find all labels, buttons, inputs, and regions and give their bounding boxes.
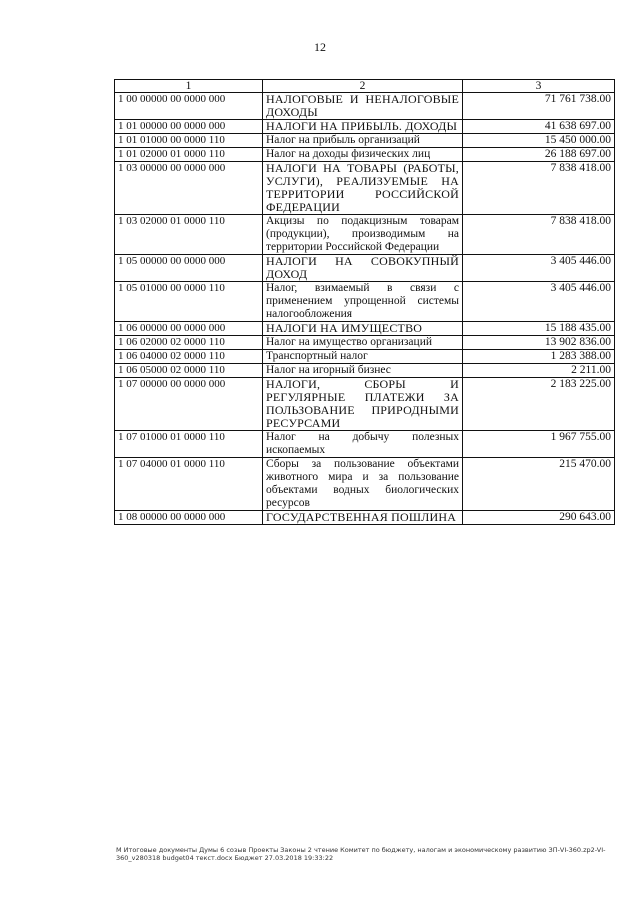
amount-cell: 1 967 755.00	[463, 431, 615, 458]
revenue-name-cell: Налог, взимаемый в связи с применением упрощенной системы налогообложения	[263, 282, 463, 322]
revenue-name-cell: Сборы за пользование объектами животного мира и за пользование объектами водных биологических ресурсов	[263, 458, 463, 511]
budget-code-cell: 1 01 00000 00 0000 000	[115, 120, 263, 134]
budget-code-cell: 1 08 00000 00 0000 000	[115, 511, 263, 525]
table-row	[115, 336, 615, 350]
column-header: 1	[115, 80, 263, 93]
revenue-name-cell: Налог на добычу полезных ископаемых	[263, 431, 463, 458]
file-path-footer: М Итоговые документы Думы 6 созыв Проекты Законы 2 чтение Комитет по бюджету, налогам и экономическому развитию ЗП-VI-360.zp2-VI-360_v280318 budget04 текст.docx Бюджет 27.03.2018 19:33:22	[116, 846, 606, 862]
amount-cell: 15 450 000.00	[463, 134, 615, 148]
amount-cell: 290 643.00	[463, 511, 615, 525]
revenue-name-cell: НАЛОГИ НА ТОВАРЫ (РАБОТЫ, УСЛУГИ), РЕАЛИЗУЕМЫЕ НА ТЕРРИТОРИИ РОССИЙСКОЙ ФЕДЕРАЦИИ	[263, 162, 463, 215]
amount-cell: 71 761 738.00	[463, 93, 615, 120]
budget-code-cell: 1 01 02000 01 0000 110	[115, 148, 263, 162]
budget-code-cell: 1 00 00000 00 0000 000	[115, 93, 263, 120]
revenue-name-cell: Транспортный налог	[263, 350, 463, 364]
revenue-name-cell: НАЛОГИ НА ПРИБЫЛЬ. ДОХОДЫ	[263, 120, 463, 134]
table-row	[115, 215, 615, 255]
table-row	[115, 93, 615, 120]
table-header-row	[115, 80, 615, 93]
amount-cell: 7 838 418.00	[463, 162, 615, 215]
amount-cell: 1 283 388.00	[463, 350, 615, 364]
column-header: 2	[263, 80, 463, 93]
revenue-name-cell: Налог на имущество организаций	[263, 336, 463, 350]
budget-code-cell: 1 06 02000 02 0000 110	[115, 336, 263, 350]
amount-cell: 215 470.00	[463, 458, 615, 511]
amount-cell: 3 405 446.00	[463, 255, 615, 282]
table-row	[115, 148, 615, 162]
budget-code-cell: 1 03 00000 00 0000 000	[115, 162, 263, 215]
amount-cell: 26 188 697.00	[463, 148, 615, 162]
budget-code-cell: 1 07 00000 00 0000 000	[115, 378, 263, 431]
page-number: 12	[314, 40, 326, 54]
budget-code-cell: 1 05 01000 00 0000 110	[115, 282, 263, 322]
amount-cell: 2 211.00	[463, 364, 615, 378]
table-row	[115, 378, 615, 431]
amount-cell: 2 183 225.00	[463, 378, 615, 431]
budget-code-cell: 1 07 01000 01 0000 110	[115, 431, 263, 458]
table-row	[115, 350, 615, 364]
budget-code-cell: 1 07 04000 01 0000 110	[115, 458, 263, 511]
table-row	[115, 255, 615, 282]
revenue-name-cell: Налог на игорный бизнес	[263, 364, 463, 378]
table-row	[115, 120, 615, 134]
amount-cell: 15 188 435.00	[463, 322, 615, 336]
budget-code-cell: 1 06 04000 02 0000 110	[115, 350, 263, 364]
table-row	[115, 458, 615, 511]
budget-code-cell: 1 06 05000 02 0000 110	[115, 364, 263, 378]
revenue-table	[114, 79, 615, 525]
budget-code-cell: 1 01 01000 00 0000 110	[115, 134, 263, 148]
table-row	[115, 431, 615, 458]
revenue-name-cell: Акцизы по подакцизным товарам (продукции), производимым на территории Российской Федерации	[263, 215, 463, 255]
column-header: 3	[463, 80, 615, 93]
amount-cell: 7 838 418.00	[463, 215, 615, 255]
revenue-name-cell: Налог на доходы физических лиц	[263, 148, 463, 162]
revenue-name-cell: НАЛОГИ, СБОРЫ И РЕГУЛЯРНЫЕ ПЛАТЕЖИ ЗА ПОЛЬЗОВАНИЕ ПРИРОДНЫМИ РЕСУРСАМИ	[263, 378, 463, 431]
amount-cell: 13 902 836.00	[463, 336, 615, 350]
revenue-name-cell: ГОСУДАРСТВЕННАЯ ПОШЛИНА	[263, 511, 463, 525]
revenue-name-cell: НАЛОГОВЫЕ И НЕНАЛОГОВЫЕ ДОХОДЫ	[263, 93, 463, 120]
revenue-name-cell: НАЛОГИ НА ИМУЩЕСТВО	[263, 322, 463, 336]
budget-code-cell: 1 06 00000 00 0000 000	[115, 322, 263, 336]
revenue-name-cell: НАЛОГИ НА СОВОКУПНЫЙ ДОХОД	[263, 255, 463, 282]
revenue-name-cell: Налог на прибыль организаций	[263, 134, 463, 148]
table-row	[115, 162, 615, 215]
table-row	[115, 282, 615, 322]
table-row	[115, 511, 615, 525]
table-row	[115, 364, 615, 378]
amount-cell: 3 405 446.00	[463, 282, 615, 322]
amount-cell: 41 638 697.00	[463, 120, 615, 134]
table-row	[115, 322, 615, 336]
table-row	[115, 134, 615, 148]
budget-code-cell: 1 03 02000 01 0000 110	[115, 215, 263, 255]
budget-code-cell: 1 05 00000 00 0000 000	[115, 255, 263, 282]
